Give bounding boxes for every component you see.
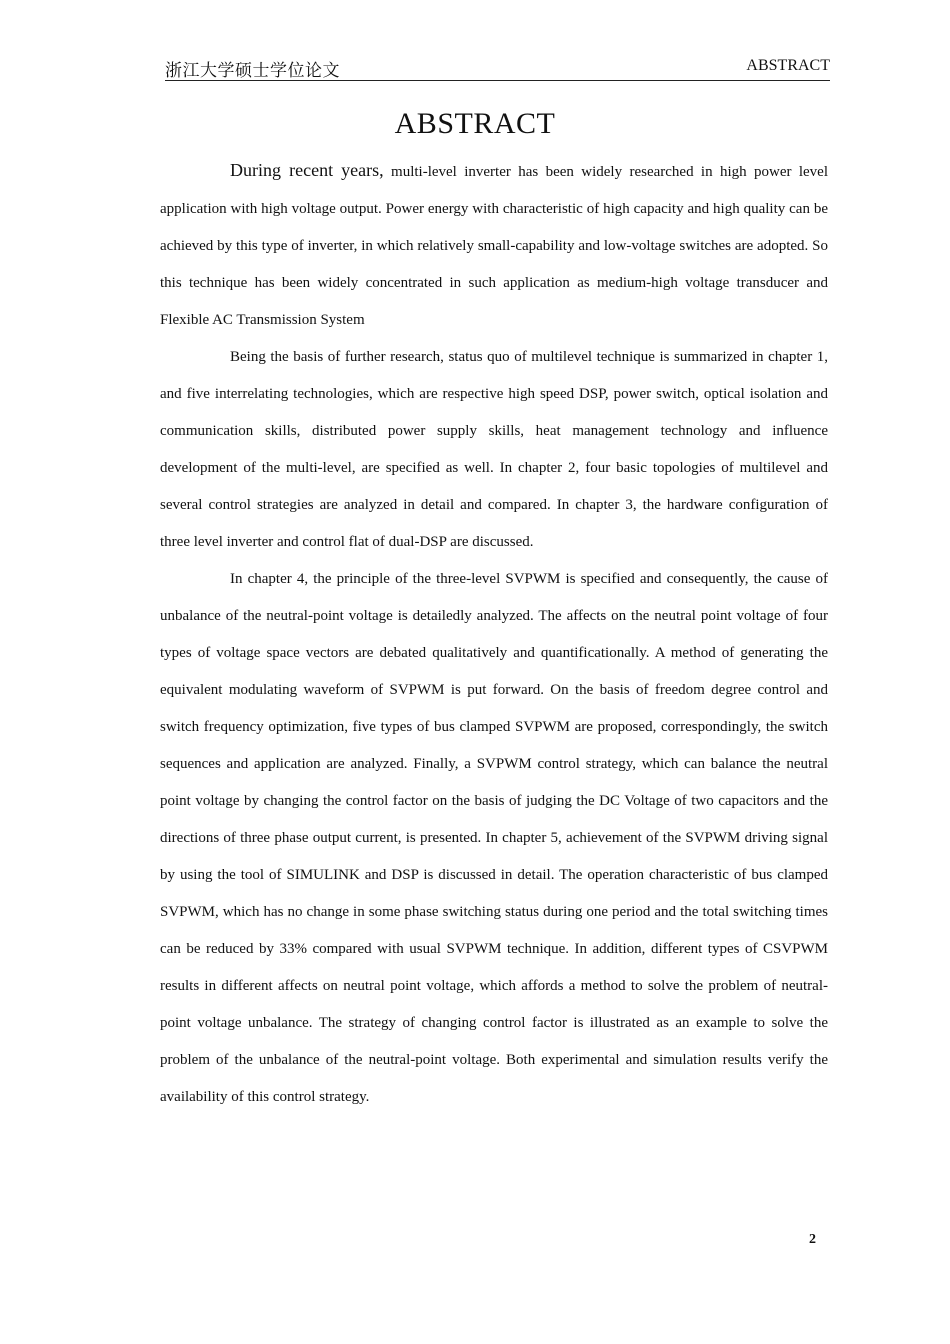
paragraph-2 (160, 339, 828, 561)
paragraph-lead: During recent years, (230, 160, 384, 180)
paragraph-text: In chapter 4, the principle of the three-level SVPWM is specified and consequently, the cause of unbalance of the neutral-point voltage is detailedly analyzed. The affects on the neutral point voltage of four types of voltage space vectors are debated qualitatively and quantificationally. A method of generating the equivalent modulating waveform of SVPWM is put forward. On the basis of freedom degree control and switch frequency optimization, five types of bus clamped SVPWM are proposed, correspondingly, the switch sequences and application are analyzed. Finally, a SVPWM control strategy, which can balance the neutral point voltage by changing the control factor on the basis of judging the DC Voltage of two capacitors and the directions of three phase output current, is presented. In chapter 5, achievement of the SVPWM driving signal by using the tool of SIMULINK and DSP is discussed in detail. The operation characteristic of bus clamped SVPWM, which has no change in some phase switching status during one period and the total switching times can be reduced by 33% compared with usual SVPWM technique. In addition, different types of CSVPWM results in different affects on neutral point voltage, which affords a method to solve the problem of neutral-point voltage unbalance. The strategy of changing control factor is illustrated as an example to solve the problem of the unbalance of the neutral-point voltage. Both experimental and simulation results verify the availability of this control strategy. (160, 571, 828, 1105)
page-number: 2 (809, 1232, 816, 1247)
paragraph-3 (160, 561, 828, 1116)
paragraph-text: multi-level inverter has been widely researched in high power level application with high voltage output. Power energy with characteristic of high capacity and high quality can be achieved by this type of inverter, in which relatively small-capability and low-voltage switches are adopted. So this technique has been widely concentrated in such application as medium-high voltage transducer and Flexible AC Transmission System (160, 164, 828, 328)
header-section-label: ABSTRACT (746, 57, 830, 74)
page-title: ABSTRACT (394, 107, 556, 140)
paragraph-1 (160, 152, 828, 339)
header-thesis-label: 浙江大学硕士学位论文 (165, 61, 340, 81)
page-header (165, 54, 830, 81)
paragraph-text: Being the basis of further research, status quo of multilevel technique is summarized in chapter 1, and five interrelating technologies, which are respective high speed DSP, power switch, optical isolation and communication skills, distributed power supply skills, heat management technology and influence development of the multi-level, are specified as well. In chapter 2, four basic topologies of multilevel and several control strategies are analyzed in detail and compared. In chapter 3, the hardware configuration of three level inverter and control flat of dual-DSP are discussed. (160, 349, 828, 550)
abstract-body (160, 152, 828, 1116)
